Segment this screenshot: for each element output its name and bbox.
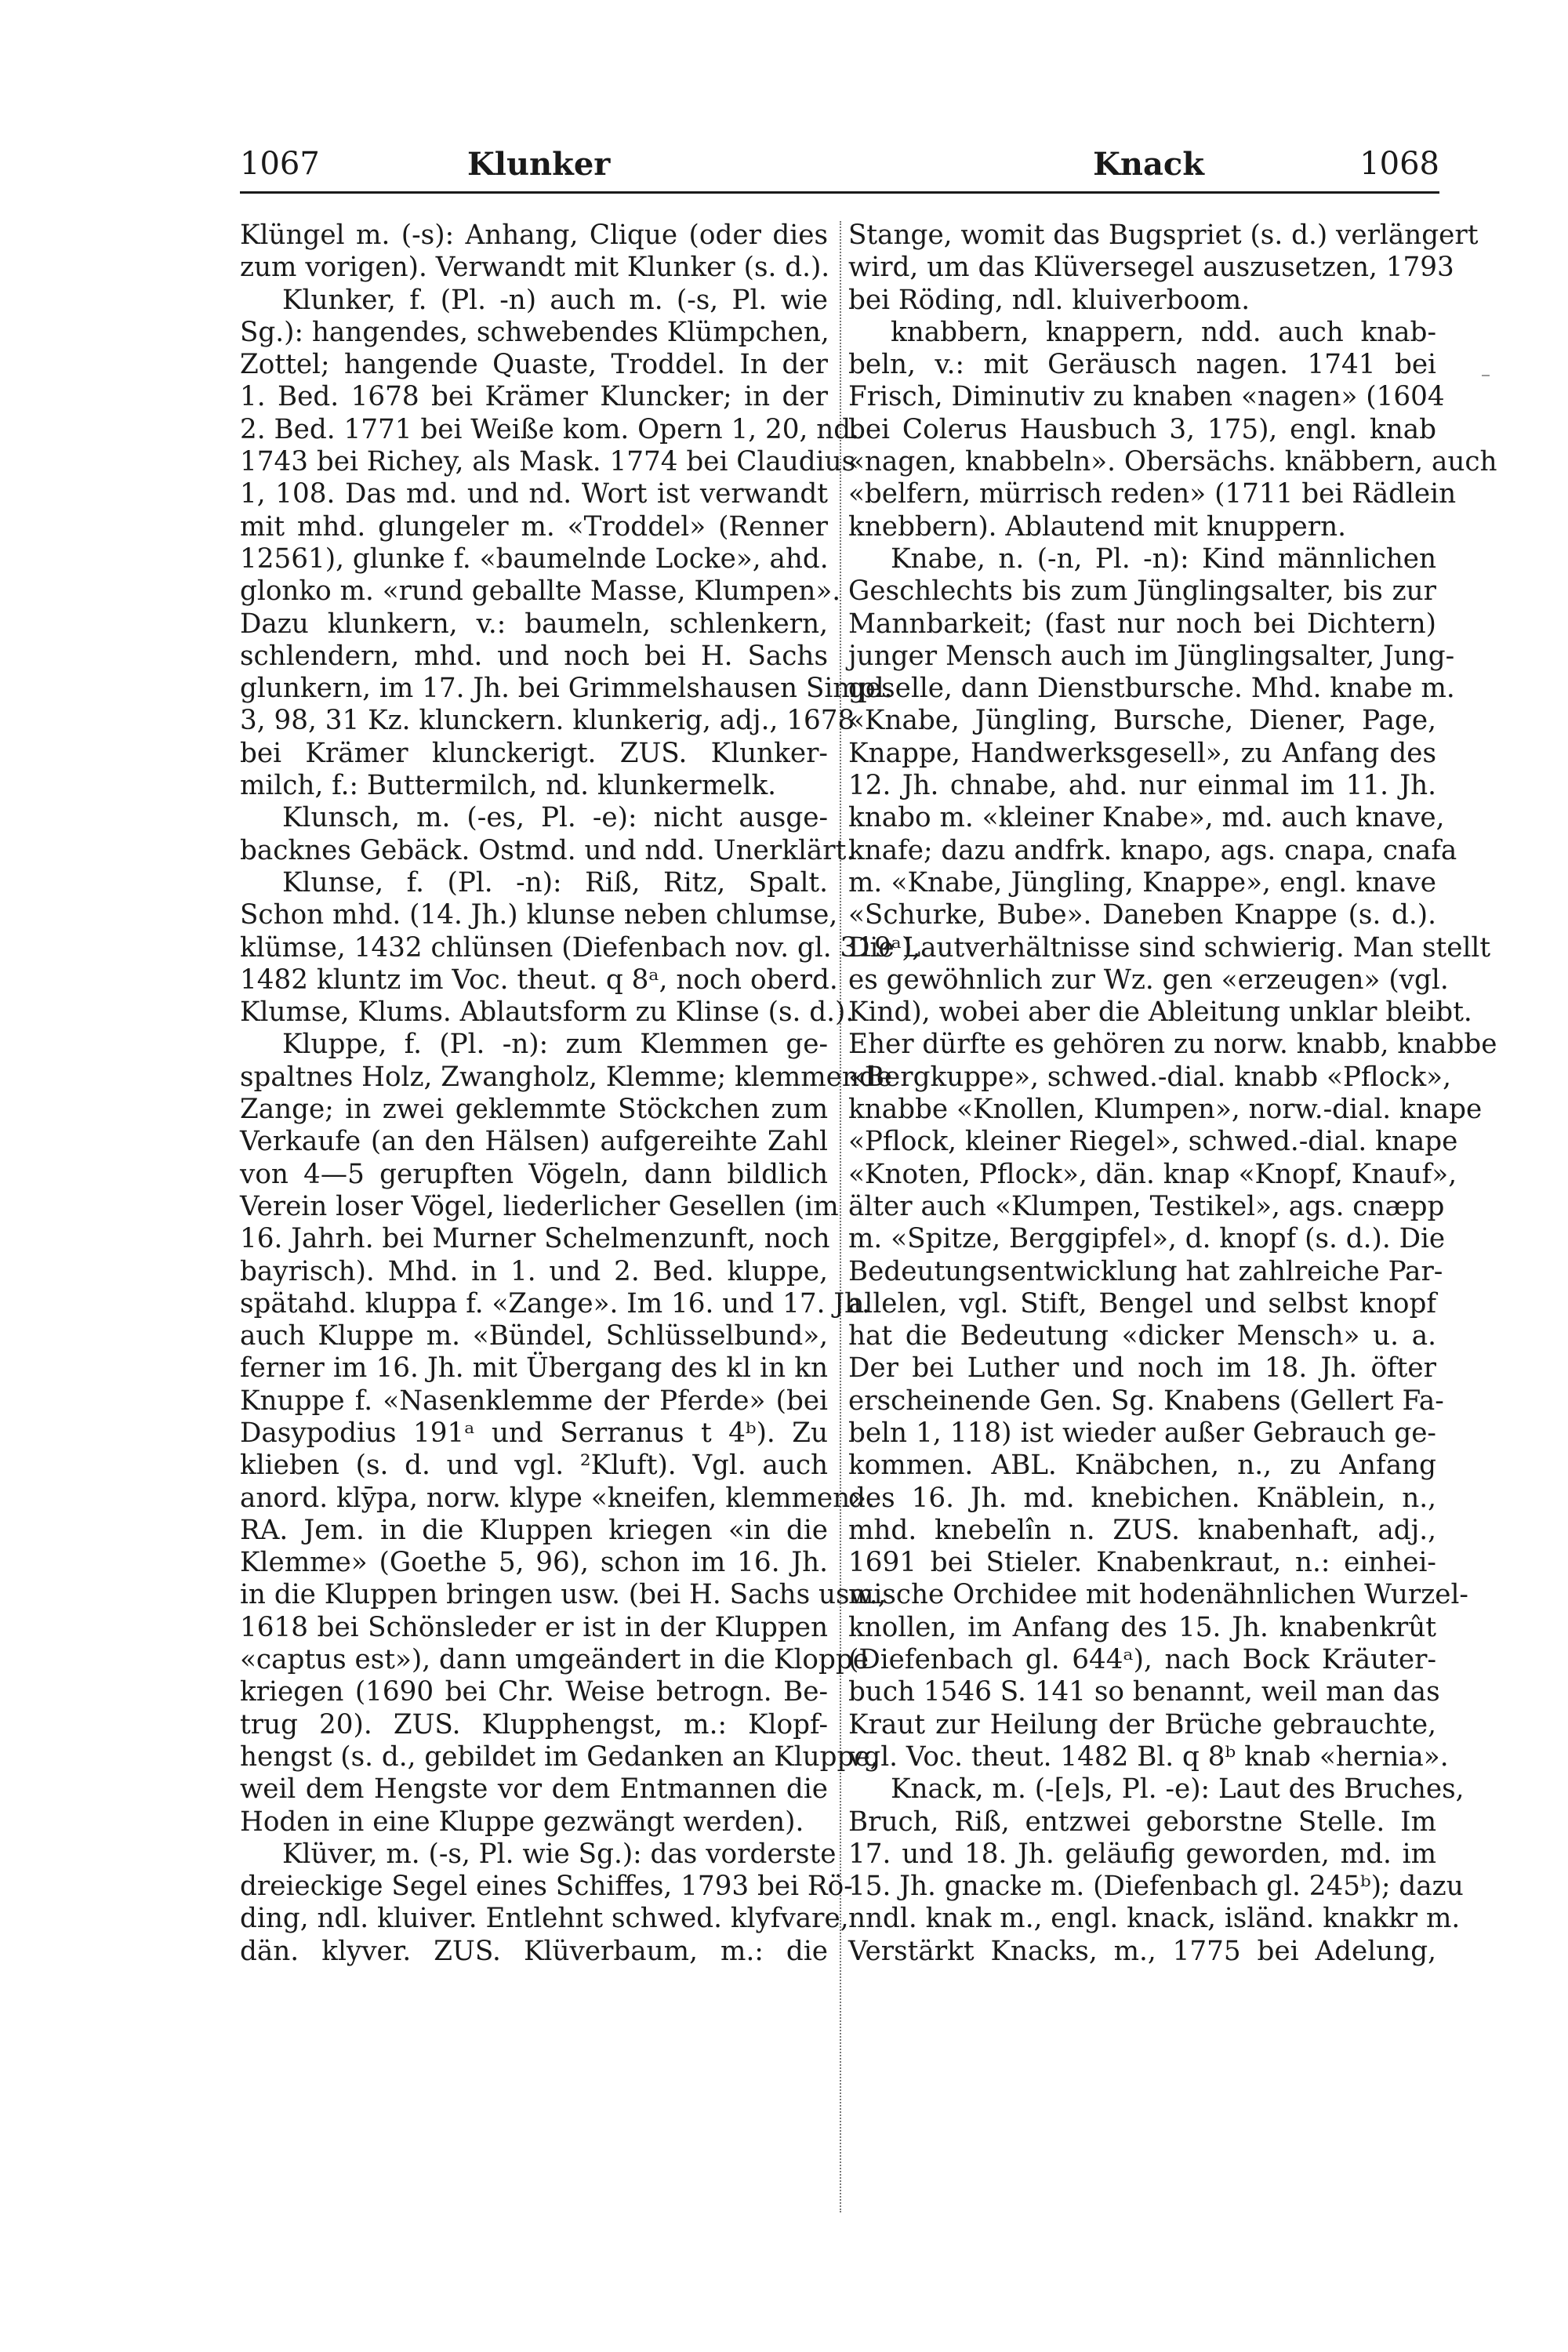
text-line: Klüngel m. (-s): Anhang, Clique (oder dies xyxy=(240,220,828,251)
text-line: spaltnes Holz, Zwangholz, Klemme; klemmende xyxy=(240,1061,893,1093)
text-line: Die Lautverhältnisse sind schwierig. Man stellt xyxy=(848,931,1491,964)
text-line: wird, um das Klüversegel auszusetzen, 1793 xyxy=(848,252,1454,284)
text-line: m. «Knabe, Jüngling, Knappe», engl. knave xyxy=(848,866,1436,898)
text-line: knabbern, knappern, ndd. auch knab- xyxy=(891,316,1436,348)
headword-guide-right: Knack xyxy=(1093,146,1204,183)
text-line: «Schurke, Bube». Daneben Knappe (s. d.). xyxy=(848,899,1436,931)
text-line: 12561), glunke f. «baumelnde Locke», ahd. xyxy=(240,543,829,575)
text-line: kommen. ABL. Knäbchen, n., zu Anfang xyxy=(848,1450,1436,1482)
text-line: Bedeutungsentwicklung hat zahlreiche Par- xyxy=(848,1255,1443,1287)
text-line: Knack, m. (-[e]s, Pl. -e): Laut des Bruches, xyxy=(891,1773,1465,1806)
text-line: 1691 bei Stieler. Knabenkraut, n.: einhei- xyxy=(848,1547,1436,1579)
page-number-left: 1067 xyxy=(240,146,320,182)
text-line: erscheinende Gen. Sg. Knabens (Gellert Fa- xyxy=(848,1385,1444,1417)
text-line: «Bergkuppe», schwed.-dial. knabb «Pflock», xyxy=(848,1061,1451,1093)
text-line: Knappe, Handwerksgesell», zu Anfang des xyxy=(848,737,1436,769)
text-line: «Knoten, Pflock», dän. knap «Knopf, Knauf», xyxy=(848,1158,1457,1190)
text-line: Klunker, f. (Pl. -n) auch m. (-s, Pl. wie xyxy=(282,284,828,316)
text-line: knollen, im Anfang des 15. Jh. knabenkrût xyxy=(848,1611,1436,1643)
text-line: milch, f.: Buttermilch, nd. klunkermelk. xyxy=(240,770,777,802)
text-line: Sg.): hangendes, schwebendes Klümpchen, xyxy=(240,316,829,348)
text-line: beln, v.: mit Geräusch nagen. 1741 bei xyxy=(848,349,1436,381)
text-line: von 4—5 gerupften Vögeln, dann bildlich xyxy=(240,1158,828,1190)
text-line: anord. klȳpa, norw. klype «kneifen, klemmen». xyxy=(240,1482,875,1514)
header-rule xyxy=(240,191,1439,194)
text-line: junger Mensch auch im Jünglingsalter, Jung- xyxy=(848,640,1455,672)
text-line: Kraut zur Heilung der Brüche gebrauchte, xyxy=(848,1708,1436,1740)
text-line: knafe; dazu andfrk. knapo, ags. cnapa, cnafa xyxy=(848,834,1457,866)
text-line: Zange; in zwei geklemmte Stöckchen zum xyxy=(240,1094,828,1126)
text-line: buch 1546 S. 141 so benannt, weil man das xyxy=(848,1676,1440,1708)
text-line: Klemme» (Goethe 5, 96), schon im 16. Jh. xyxy=(240,1547,828,1579)
text-line: «belfern, mürrisch reden» (1711 bei Rädlein xyxy=(848,478,1457,510)
text-line: knabo m. «kleiner Knabe», md. auch knave, xyxy=(848,802,1445,834)
text-line: Klunsch, m. (-es, Pl. -e): nicht ausge- xyxy=(282,802,828,834)
text-line: ferner im 16. Jh. mit Übergang des kl in kn xyxy=(240,1352,828,1385)
text-line: ding, ndl. kluiver. Entlehnt schwed. klyfvare, xyxy=(240,1903,849,1935)
text-line: 17. und 18. Jh. geläufig geworden, md. im xyxy=(848,1838,1436,1870)
text-line: glunkern, im 17. Jh. bei Grimmelshausen Simpl. xyxy=(240,673,893,705)
running-header xyxy=(240,146,1439,193)
text-line: Knabe, n. (-n, Pl. -n): Kind männlichen xyxy=(891,543,1436,575)
text-line: bei Röding, ndl. kluiverboom. xyxy=(848,284,1250,316)
text-line: allelen, vgl. Stift, Bengel und selbst knopf xyxy=(848,1287,1436,1319)
text-line: des 16. Jh. md. knebichen. Knäblein, n., xyxy=(848,1482,1436,1514)
text-line: Kind), wobei aber die Ableitung unklar bleibt. xyxy=(848,996,1472,1029)
text-line: Dazu klunkern, v.: baumeln, schlenkern, xyxy=(240,608,828,640)
text-line: in die Kluppen bringen usw. (bei H. Sachs usw., xyxy=(240,1579,887,1611)
text-line: Hoden in eine Kluppe gezwängt werden). xyxy=(240,1806,804,1838)
text-line: Dasypodius 191ᵃ und Serranus t 4ᵇ). Zu xyxy=(240,1417,828,1449)
text-line: es gewöhnlich zur Wz. gen «erzeugen» (vgl. xyxy=(848,964,1449,996)
text-line: hengst (s. d., gebildet im Gedanken an Kluppe, xyxy=(240,1740,879,1773)
text-line: klümse, 1432 chlünsen (Diefenbach nov. gl. 319ᵃ), xyxy=(240,931,921,964)
text-line: beln 1, 118) ist wieder außer Gebrauch ge- xyxy=(848,1417,1436,1449)
text-line: bei Colerus Hausbuch 3, 175), engl. knab xyxy=(848,413,1436,445)
right-column xyxy=(848,220,1497,1968)
text-line: Knuppe f. «Nasenklemme der Pferde» (bei xyxy=(240,1385,828,1417)
text-line: Verstärkt Knacks, m., 1775 bei Adelung, xyxy=(848,1935,1436,1967)
text-line: mhd. knebelîn n. ZUS. knabenhaft, adj., xyxy=(848,1514,1436,1546)
text-line: älter auch «Klumpen, Testikel», ags. cnæpp xyxy=(848,1190,1445,1222)
text-line: Klüver, m. (-s, Pl. wie Sg.): das vorderste xyxy=(282,1838,837,1870)
text-line: weil dem Hengste vor dem Entmannen die xyxy=(240,1773,828,1806)
headword-guide-left: Klunker xyxy=(467,146,611,183)
text-line: Mannbarkeit; (fast nur noch bei Dichtern) xyxy=(848,608,1436,640)
text-line: Stange, womit das Bugspriet (s. d.) verlängert xyxy=(848,220,1479,251)
text-line: 3, 98, 31 Kz. klunckern. klunkerig, adj., 1678 xyxy=(240,705,855,737)
text-line: «Knabe, Jüngling, Bursche, Diener, Page, xyxy=(848,705,1436,737)
text-line: RA. Jem. in die Kluppen kriegen «in die xyxy=(240,1514,828,1546)
text-line: knebbern). Ablautend mit knuppern. xyxy=(848,510,1346,543)
text-line: backnes Gebäck. Ostmd. und ndd. Unerklärt. xyxy=(240,834,855,866)
text-line: Klunse, f. (Pl. -n): Riß, Ritz, Spalt. xyxy=(282,866,828,898)
text-line: 1482 kluntz im Voc. theut. q 8ᵃ, noch oberd. xyxy=(240,964,838,996)
text-line: kriegen (1690 bei Chr. Weise betrogn. Be- xyxy=(240,1676,828,1708)
text-line: 1. Bed. 1678 bei Krämer Kluncker; in der xyxy=(240,381,828,413)
text-line: «nagen, knabbeln». Obersächs. knäbbern, auch xyxy=(848,446,1497,478)
margin-mark xyxy=(1482,375,1490,376)
text-line: Eher dürfte es gehören zu norw. knabb, knabbe xyxy=(848,1029,1497,1061)
text-line: hat die Bedeutung «dicker Mensch» u. a. xyxy=(848,1320,1436,1352)
text-line: mit mhd. glungeler m. «Troddel» (Renner xyxy=(240,510,828,543)
text-line: Bruch, Riß, entzwei geborstne Stelle. Im xyxy=(848,1806,1436,1838)
text-line: zum vorigen). Verwandt mit Klunker (s. d.). xyxy=(240,252,830,284)
text-line: geselle, dann Dienstbursche. Mhd. knabe m. xyxy=(848,673,1455,705)
text-line: glonko m. «rund geballte Masse, Klumpen». xyxy=(240,575,841,608)
left-column xyxy=(240,220,921,1968)
text-line: Klumse, Klums. Ablautsform zu Klinse (s. d.). xyxy=(240,996,855,1029)
text-line: bei Krämer klunckerigt. ZUS. Klunker- xyxy=(240,737,828,769)
text-line: Schon mhd. (14. Jh.) klunse neben chlumse, xyxy=(240,899,838,931)
text-line: klieben (s. d. und vgl. ²Kluft). Vgl. auch xyxy=(240,1450,828,1482)
text-line: Kluppe, f. (Pl. -n): zum Klemmen ge- xyxy=(282,1029,828,1061)
text-line: schlendern, mhd. und noch bei H. Sachs xyxy=(240,640,828,672)
text-line: Verein loser Vögel, liederlicher Gesellen (im xyxy=(240,1190,839,1222)
text-line: 2. Bed. 1771 bei Weiße kom. Opern 1, 20, nd. xyxy=(240,413,860,445)
text-line: 15. Jh. gnacke m. (Diefenbach gl. 245ᵇ); dazu xyxy=(848,1871,1464,1903)
text-line: 1618 bei Schönsleder er ist in der Kluppen xyxy=(240,1611,828,1643)
text-line: 16. Jahrh. bei Murner Schelmenzunft, noch xyxy=(240,1223,830,1255)
text-line: nndl. knak m., engl. knack, isländ. knakkr m. xyxy=(848,1903,1461,1935)
text-line: spätahd. kluppa f. «Zange». Im 16. und 17. Jh. xyxy=(240,1287,870,1319)
page-number-right: 1068 xyxy=(1359,146,1439,182)
text-line: m. «Spitze, Berggipfel», d. knopf (s. d.). Die xyxy=(848,1223,1446,1255)
text-line: auch Kluppe m. «Bündel, Schlüsselbund», xyxy=(240,1320,828,1352)
text-line: dreieckige Segel eines Schiffes, 1793 bei Rö- xyxy=(240,1871,853,1903)
text-line: 1743 bei Richey, als Mask. 1774 bei Claudius xyxy=(240,446,856,478)
text-line: 1, 108. Das md. und nd. Wort ist verwandt xyxy=(240,478,828,510)
text-line: bayrisch). Mhd. in 1. und 2. Bed. kluppe, xyxy=(240,1255,828,1287)
text-line: trug 20). ZUS. Klupphengst, m.: Klopf- xyxy=(240,1708,828,1740)
text-line: knabbe «Knollen, Klumpen», norw.-dial. knape xyxy=(848,1094,1483,1126)
text-line: «Pflock, kleiner Riegel», schwed.-dial. knape xyxy=(848,1126,1458,1158)
text-line: Zottel; hangende Quaste, Troddel. In der xyxy=(240,349,828,381)
text-line: Geschlechts bis zum Jünglingsalter, bis zur xyxy=(848,575,1436,608)
text-line: «captus est»), dann umgeändert in die Kloppe xyxy=(240,1644,869,1676)
text-line: dän. klyver. ZUS. Klüverbaum, m.: die xyxy=(240,1935,828,1967)
text-line: (Diefenbach gl. 644ᵃ), nach Bock Kräuter- xyxy=(848,1644,1436,1676)
text-line: Verkaufe (an den Hälsen) aufgereihte Zahl xyxy=(240,1126,828,1158)
text-line: vgl. Voc. theut. 1482 Bl. q 8ᵇ knab «hernia». xyxy=(848,1740,1449,1773)
text-line: mische Orchidee mit hodenähnlichen Wurzel- xyxy=(848,1579,1468,1611)
text-line: Der bei Luther und noch im 18. Jh. öfter xyxy=(848,1352,1436,1385)
text-line: 12. Jh. chnabe, ahd. nur einmal im 11. Jh. xyxy=(848,770,1436,802)
text-line: Frisch, Diminutiv zu knaben «nagen» (1604 xyxy=(848,381,1445,413)
